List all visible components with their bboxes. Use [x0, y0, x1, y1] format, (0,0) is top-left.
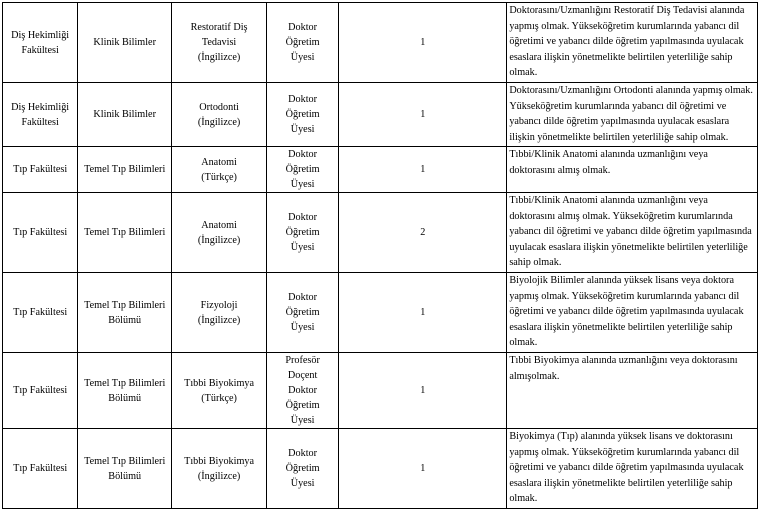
requirement-cell: Tıbbi/Klinik Anatomi alanında uzmanlığını veya doktorasını almış olmak. Yükseköğretim kurumlarında yabancı dil öğretimi ve yabancı dilde öğretim yapılmasında uyulacak esaslara ilişkin yönetmelikte belirtilen yeterliliğe sahip olmak. [507, 193, 758, 273]
table-row [3, 83, 758, 147]
faculty-cell [3, 147, 78, 193]
program-cell-line: (Türkçe) [201, 392, 237, 404]
department-cell [78, 353, 172, 429]
table-row [3, 429, 758, 509]
faculty-cell [3, 429, 78, 509]
title-cell [267, 429, 339, 509]
department-cell [78, 3, 172, 83]
department-cell-line: Bölümü [108, 392, 142, 404]
department-cell-line: Temel Tıp Bilimleri [84, 164, 166, 175]
department-cell-line: Temel Tıp Bilimleri [84, 455, 166, 467]
title-cell-line: Doktor Öğretim [285, 292, 320, 318]
title-cell-line: Doktor Öğretim [285, 94, 320, 120]
program-cell-line: (İngilizce) [197, 234, 241, 246]
program-cell-line: Ortodonti [199, 101, 239, 113]
count-cell: 2 [339, 193, 507, 273]
program-cell-line: (İngilizce) [197, 470, 241, 482]
program-cell [172, 3, 267, 83]
faculty-cell [3, 273, 78, 353]
table-body [3, 3, 758, 509]
program-cell [172, 147, 267, 193]
program-cell-line: Tıbbi Biyokimya [184, 377, 255, 389]
count-cell: 1 [339, 3, 507, 83]
table-row [3, 3, 758, 83]
program-cell [172, 353, 267, 429]
program-cell-line: (İngilizce) [197, 314, 241, 326]
requirement-cell: Biyolojik Bilimler alanında yüksek lisans veya doktora yapmış olmak. Yükseköğretim kurumlarında yabancı dil öğretimi ve yabancı dilde öğretim yapılmasında uyulacak esaslara ilişkin yönetmelikte belirtilen yeterliliğe sahip olmak. [507, 273, 758, 353]
faculty-cell [3, 353, 78, 429]
department-cell-line: Bölümü [108, 314, 142, 326]
title-cell [267, 147, 339, 193]
department-cell-line: Bölümü [108, 470, 142, 482]
faculty-cell-line: Tıp Fakültesi [13, 227, 68, 238]
faculty-cell-line: Tıp Fakültesi [13, 307, 68, 318]
program-cell [172, 193, 267, 273]
program-cell [172, 429, 267, 509]
count-cell: 1 [339, 353, 507, 429]
title-cell-line: Üyesi [290, 124, 315, 135]
department-cell [78, 429, 172, 509]
title-cell [267, 273, 339, 353]
title-cell-line: Üyesi [290, 242, 315, 253]
faculty-cell [3, 3, 78, 83]
faculty-cell [3, 193, 78, 273]
faculty-cell-line: Diş Hekimliği [11, 29, 70, 41]
table-row [3, 273, 758, 353]
title-cell-line: Üyesi [290, 415, 315, 426]
title-cell [267, 193, 339, 273]
program-cell-line: Anatomi [201, 219, 237, 231]
program-cell-line: (Türkçe) [201, 171, 237, 183]
department-cell [78, 147, 172, 193]
department-cell-line: Temel Tıp Bilimleri [84, 299, 166, 311]
table-row [3, 353, 758, 429]
program-cell-line: (İngilizce) [197, 52, 241, 63]
table-row [3, 193, 758, 273]
count-cell: 1 [339, 83, 507, 147]
title-cell-line: Üyesi [290, 52, 315, 63]
department-cell-line: Klinik Bilimler [93, 109, 156, 120]
program-cell [172, 273, 267, 353]
requirement-cell: Tıbbi/Klinik Anatomi alanında uzmanlığını veya doktorasını almış olmak. [507, 147, 758, 193]
faculty-cell-line: Diş Hekimliği [11, 101, 70, 113]
requirement-cell: Doktorasını/Uzmanlığını Restoratif Diş Tedavisi alanında yapmış olmak. Yükseköğretim kurumlarında yabancı dil öğretimi ve yabancı dilde öğretim yapılmasında uyulacak esaslara ilişkin yönetmelikte belirtilen yeterliliğe sahip olmak. [507, 3, 758, 83]
faculty-cell [3, 83, 78, 147]
table-row [3, 147, 758, 193]
title-cell [267, 83, 339, 147]
department-cell-line: Klinik Bilimler [93, 37, 156, 48]
program-cell-line: (İngilizce) [197, 116, 241, 128]
department-cell [78, 193, 172, 273]
title-cell-line: Üyesi [290, 478, 315, 489]
program-cell-line: Fizyoloji [200, 299, 238, 311]
title-cell [267, 353, 339, 429]
program-cell-line: Anatomi [201, 156, 237, 168]
department-cell [78, 273, 172, 353]
requirement-cell: Biyokimya (Tıp) alanında yüksek lisans ve doktorasını yapmış olmak. Yükseköğretim kurumlarında yabancı dil öğretimi ve yabancı dilde öğretim yapılmasında uyulacak esaslara ilişkin yönetmelikte belirtilen yeterliliğe sahip olmak. [507, 429, 758, 509]
title-cell [267, 3, 339, 83]
department-cell-line: Temel Tıp Bilimleri [84, 377, 166, 389]
title-cell-line: Doktor Öğretim [285, 448, 320, 474]
title-cell-line: Doktor Öğretim [285, 212, 320, 238]
title-cell-line: Profesör Doçent [285, 355, 320, 381]
faculty-cell-line: Fakültesi [21, 44, 59, 56]
department-cell [78, 83, 172, 147]
title-cell-line: Üyesi [290, 179, 315, 190]
requirement-cell: Doktorasını/Uzmanlığını Ortodonti alanında yapmış olmak. Yükseköğretim kurumlarında yabancı dil öğretimi ve yabancı dilde öğretim yapılmasında uyulacak esaslara ilişkin yönetmelikte belirtilen yeterliliğe sahip olmak. [507, 83, 758, 147]
count-cell: 1 [339, 147, 507, 193]
faculty-cell-line: Tıp Fakültesi [13, 385, 68, 396]
position-table [2, 2, 758, 509]
program-cell [172, 83, 267, 147]
department-cell-line: Temel Tıp Bilimleri [84, 227, 166, 238]
requirement-cell: Tıbbi Biyokimya alanında uzmanlığını veya doktorasını almışolmak. [507, 353, 758, 429]
program-cell-line: Restoratif Diş Tedavisi [190, 22, 248, 48]
title-cell-line: Doktor Öğretim [285, 149, 320, 175]
title-cell-line: Doktor Öğretim [285, 385, 320, 411]
faculty-cell-line: Tıp Fakültesi [13, 463, 68, 474]
faculty-cell-line: Fakültesi [21, 116, 59, 128]
program-cell-line: Tıbbi Biyokimya [184, 455, 255, 467]
title-cell-line: Üyesi [290, 322, 315, 333]
count-cell: 1 [339, 273, 507, 353]
count-cell: 1 [339, 429, 507, 509]
title-cell-line: Doktor Öğretim [285, 22, 320, 48]
faculty-cell-line: Tıp Fakültesi [13, 164, 68, 175]
